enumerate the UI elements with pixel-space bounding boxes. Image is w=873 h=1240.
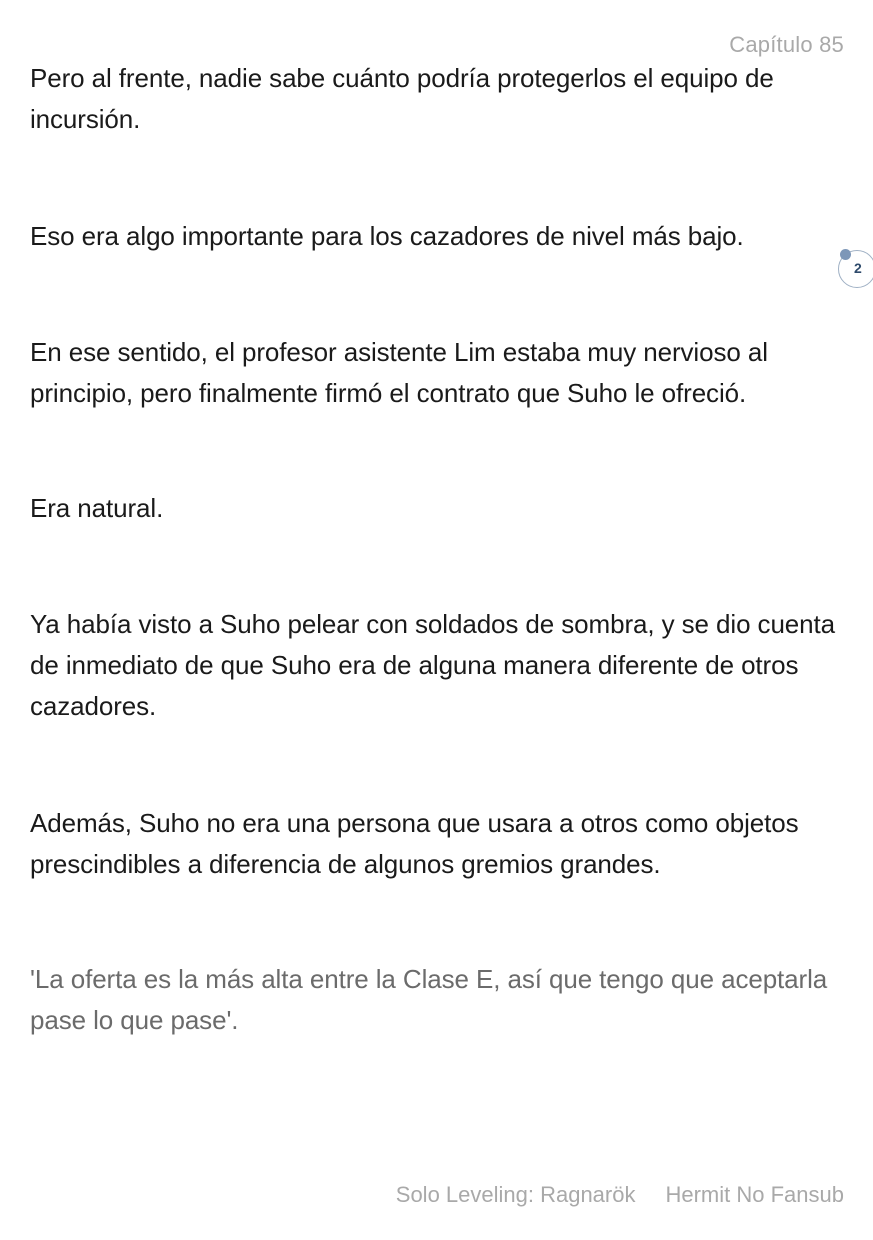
paragraph-4: Era natural. — [30, 493, 164, 523]
paragraph-1: Pero al frente, nadie sabe cuánto podría protegerlos el equipo de incursión. — [30, 63, 774, 134]
badge-dot-icon — [840, 249, 851, 260]
paragraph-3: En ese sentido, el profesor asistente Lim estaba muy nervioso al principio, pero finalmente firmó el contrato que Suho le ofreció. — [30, 337, 768, 408]
footer-book-title: Solo Leveling: Ragnarök — [395, 1182, 636, 1207]
comment-count: 2 — [854, 260, 862, 276]
footer — [396, 1182, 844, 1208]
footer-translator: Hermit No Fansub — [665, 1182, 844, 1207]
paragraph-2: Eso era algo importante para los cazadores de nivel más bajo. — [30, 221, 744, 251]
paragraph-7-thought: 'La oferta es la más alta entre la Clase E, así que tengo que aceptarla pase lo que pase'. — [30, 964, 828, 1035]
paragraph-5: Ya había visto a Suho pelear con soldados de sombra, y se dio cuenta de inmediato de que Suho era de alguna manera diferente de otros cazadores. — [30, 609, 836, 721]
chapter-label: Capítulo 85 — [729, 32, 844, 57]
paragraph-6: Además, Suho no era una persona que usara a otros como objetos prescindibles a diferencia de algunos gremios grandes. — [30, 808, 799, 879]
